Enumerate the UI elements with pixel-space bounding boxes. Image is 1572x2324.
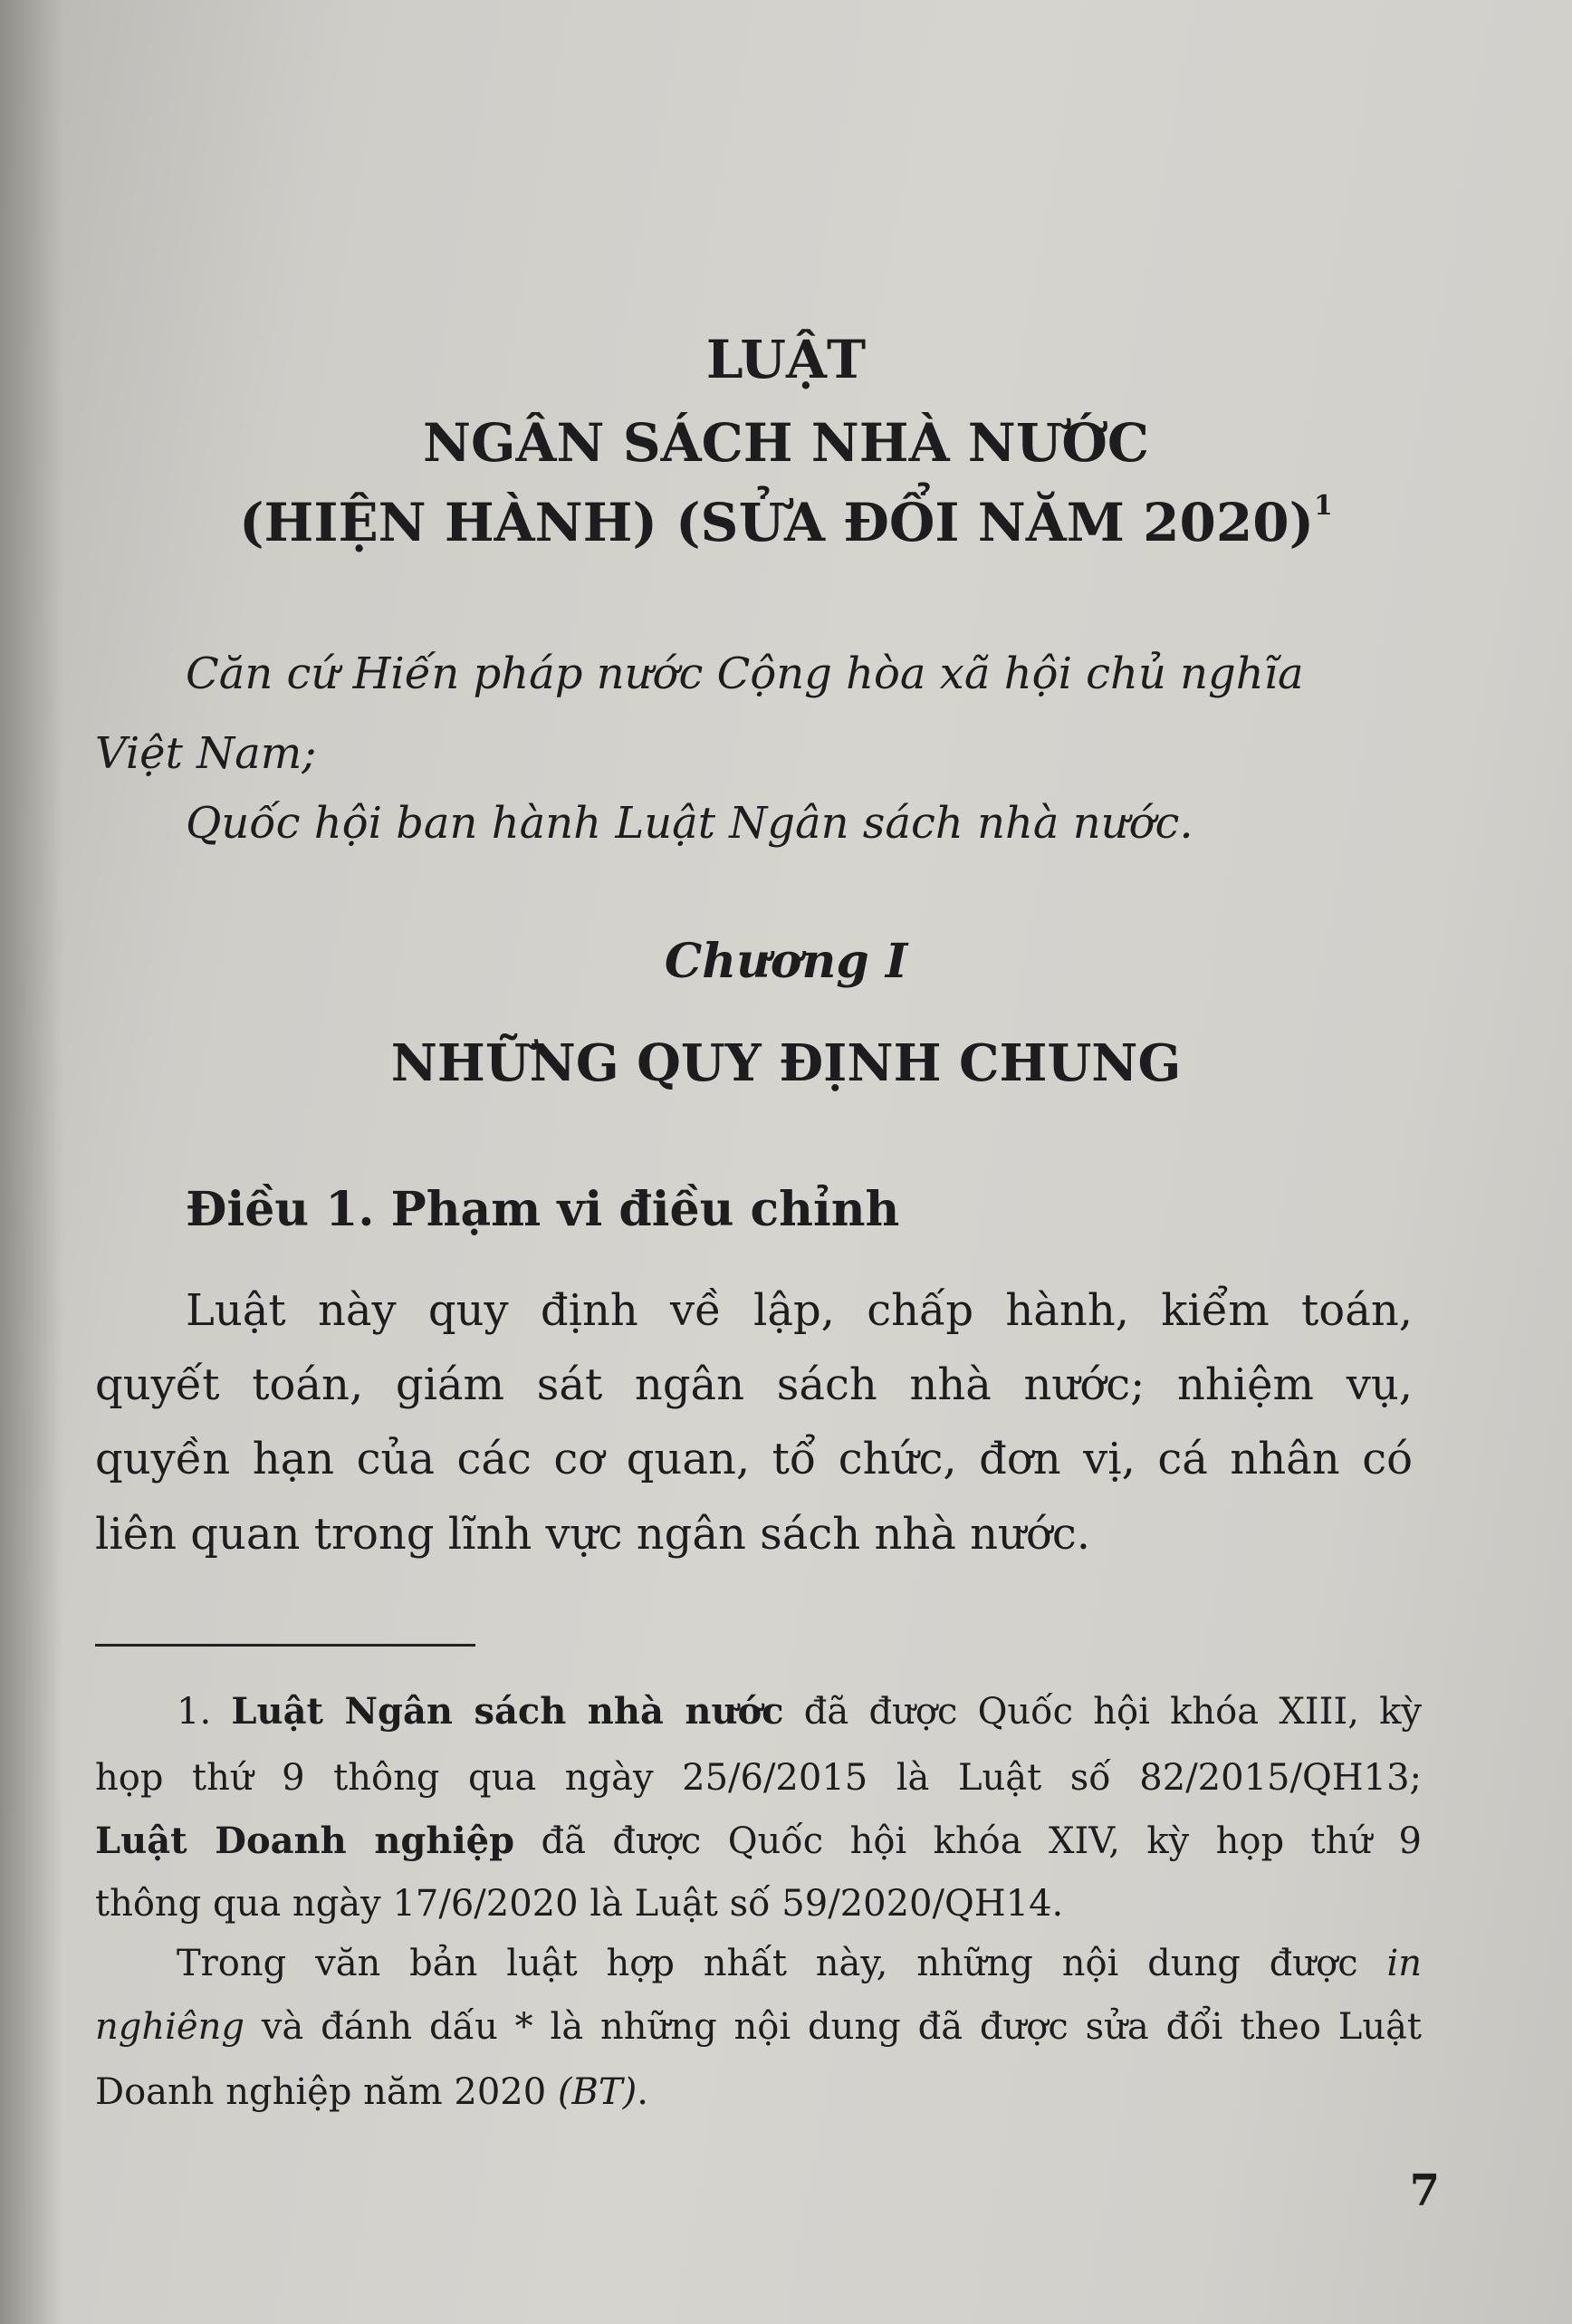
footnote-p1-line3 [95, 1820, 1422, 1862]
article1-line2: quyết toán, giám sát ngân sách nhà nước; nhiệm vụ, [95, 1359, 1413, 1410]
footnote-bold-law-enterprise: Luật Doanh nghiệp [95, 1820, 515, 1862]
footnote-p2-line2 [95, 2006, 1423, 2048]
footnote-p1-line2: họp thứ 9 thông qua ngày 25/6/2015 là Luật số 82/2015/QH13; [95, 1757, 1422, 1799]
footnote-text: đã được Quốc hội khóa XIII, kỳ [803, 1691, 1422, 1733]
article1-line3: quyền hạn của các cơ quan, tổ chức, đơn vị, cá nhân có [95, 1434, 1413, 1484]
footnote-number: 1. [177, 1691, 212, 1733]
footnote-separator [95, 1644, 475, 1647]
footnote-text: Doanh nghiệp năm 2020 [95, 2071, 547, 2113]
article1-line4: liên quan trong lĩnh vực ngân sách nhà nước. [95, 1509, 1091, 1560]
article1-heading: Điều 1. Phạm vi điều chỉnh [186, 1182, 900, 1237]
preamble-line2: Việt Nam; [95, 728, 317, 779]
footnote-p1-line1 [177, 1690, 1422, 1733]
footnote-text: Trong văn bản luật hợp nhất này, những nội dung được [177, 1943, 1358, 1984]
law-title-line2: NGÂN SÁCH NHÀ NƯỚC [422, 412, 1150, 474]
law-title-line1: LUẬT [705, 329, 867, 390]
footnote-p2-line1 [177, 1945, 1422, 1982]
footnote-italic: in [1386, 1943, 1422, 1984]
footnote-p1-line4: thông qua ngày 17/6/2020 là Luật số 59/2020/QH14. [95, 1883, 1064, 1925]
footnote-period: . [637, 2071, 648, 2113]
footnote-p2-line3 [95, 2071, 1422, 2113]
chapter-number: Chương I [664, 934, 908, 989]
chapter-title: NHỮNG QUY ĐỊNH CHUNG [390, 1033, 1182, 1093]
footnote-italic: (BT) [557, 2071, 637, 2113]
preamble-line1: Căn cứ Hiến pháp nước Cộng hòa xã hội chủ nghĩa [186, 648, 1304, 699]
law-title-line3 [0, 490, 1572, 553]
article1-line1: Luật này quy định về lập, chấp hành, kiểm toán, [186, 1285, 1413, 1336]
footnote-italic: nghiêng [95, 2006, 244, 2048]
footnote-text: đã được Quốc hội khóa XIV, kỳ họp thứ 9 [541, 1820, 1422, 1862]
footnote-bold-law-budget: Luật Ngân sách nhà nước [231, 1690, 784, 1733]
footnote-marker: 1 [1314, 490, 1333, 522]
law-title-line3-text: (HIỆN HÀNH) (SỬA ĐỔI NĂM 2020) [239, 492, 1315, 553]
page-number: 7 [1409, 2166, 1440, 2216]
footnote-text: và đánh dấu * là những nội dung đã được sửa đổi theo Luật [261, 2006, 1423, 2048]
preamble-line3: Quốc hội ban hành Luật Ngân sách nhà nước. [186, 798, 1193, 849]
